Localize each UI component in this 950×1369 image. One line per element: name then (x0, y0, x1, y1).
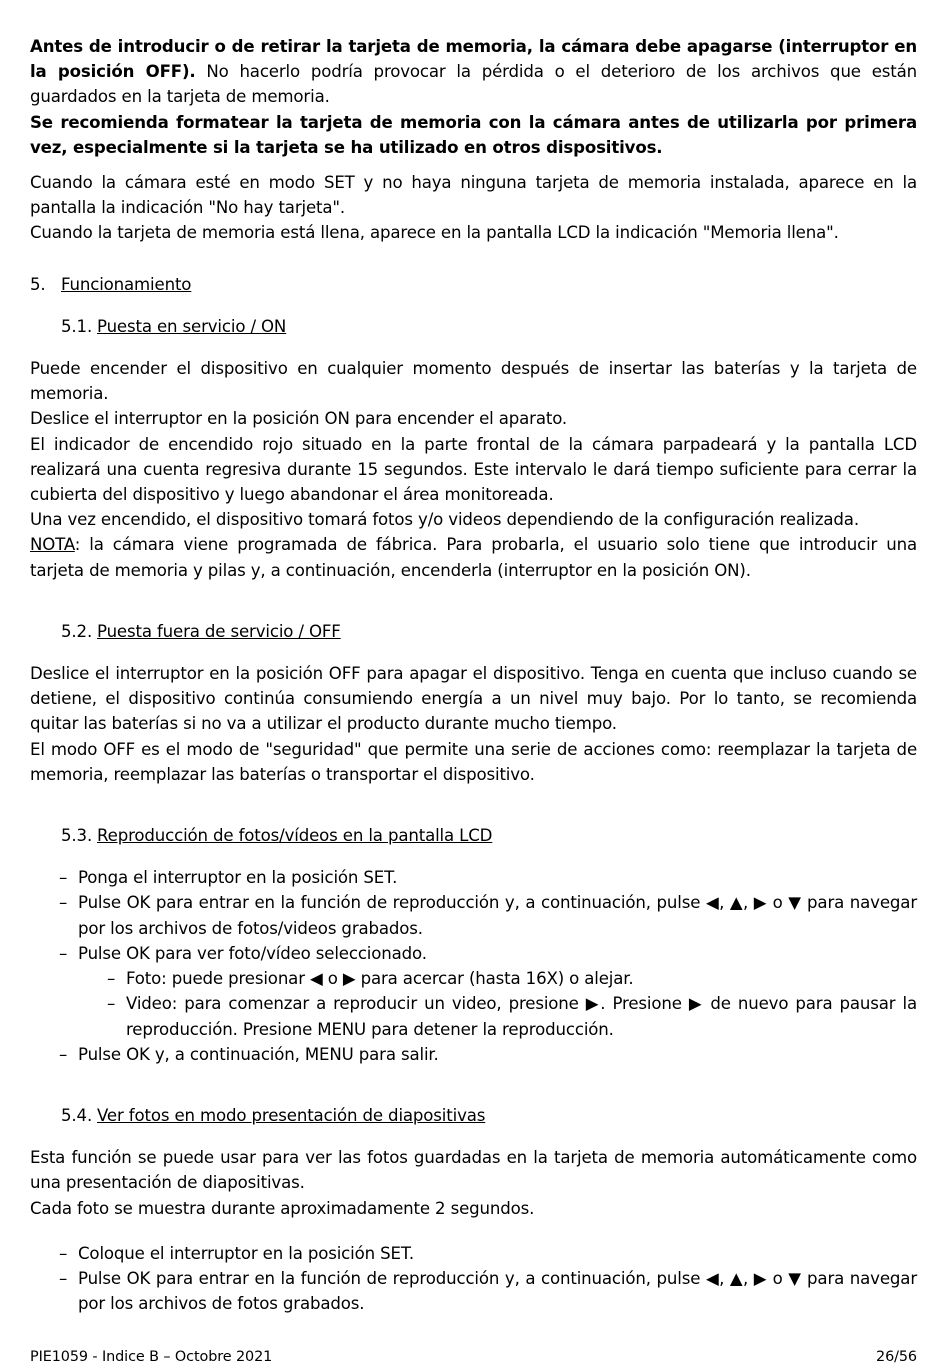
section-5-3-number: 5.3. (61, 826, 93, 846)
s51-paragraph-3: El indicador de encendido rojo situado en la parte frontal de la cámara parpadeará y la pantalla LCD realizará una cuenta regresiva durante 15 segundos. Este intervalo le dará tiempo suficiente para cerrar la cubierta del dispositivo y luego abandonar el área monitoreada. (30, 434, 917, 505)
list-item: – Pulse OK para entrar en la función de reproducción y, a continuación, pulse ◀, ▲, ▶ o ▼ para navegar por los archivos de fotos grabados. (30, 1266, 917, 1316)
footer-document-reference: PIE1059 - Indice B – Octobre 2021 (30, 1349, 273, 1365)
section-5-3-title: Reproducción de fotos/vídeos en la pantalla LCD (97, 826, 493, 846)
page-body (30, 34, 917, 1316)
list-item: – Ponga el interruptor en la posición SET. (30, 865, 917, 890)
s54-steps-list (30, 1241, 917, 1317)
s52-paragraph-2: El modo OFF es el modo de "seguridad" que permite una serie de acciones como: reemplazar la tarjeta de memoria, reemplazar las baterías o transportar el dispositivo. (30, 739, 917, 784)
s54-paragraph-2: Cada foto se muestra durante aproximadamente 2 segundos. (30, 1198, 535, 1218)
intro-warning-rest: No hacerlo podría provocar la pérdida o el deterioro de los archivos que están guardados en la tarjeta de memoria. (30, 62, 917, 107)
section-5-2-title: Puesta fuera de servicio / OFF (97, 621, 341, 641)
s51-paragraph-4: Una vez encendido, el dispositivo tomará fotos y/o videos dependiendo de la configuración realizada. (30, 510, 859, 530)
footer-page-number: 26/56 (876, 1349, 917, 1365)
intro-paragraph-1 (30, 34, 917, 110)
section-5-1-heading (30, 314, 917, 339)
note-label: NOTA (30, 535, 75, 555)
section-5-2-number: 5.2. (61, 621, 93, 641)
intro-format-recommendation: Se recomienda formatear la tarjeta de memoria con la cámara antes de utilizarla por primera vez, especialmente si la tarjeta se ha utilizado en otros dispositivos. (30, 112, 917, 157)
note-text: : la cámara viene programada de fábrica. Para probarla, el usuario solo tiene que introducir una tarjeta de memoria y pilas y, a continuación, encenderla (interruptor en la posición ON). (30, 535, 917, 580)
section-5-3-heading (30, 823, 917, 848)
list-item: – Pulse OK y, a continuación, MENU para salir. (30, 1042, 917, 1067)
section-5-4-number: 5.4. (61, 1105, 93, 1125)
intro-warning-bold: Antes de introducir o de retirar la tarjeta de memoria, la cámara debe apagarse (interruptor en la posición OFF). (30, 37, 917, 82)
section-5-2-heading (30, 619, 917, 644)
section-5-number: 5. (30, 274, 46, 294)
list-subitem: – Video: para comenzar a reproducir un video, presione ▶. Presione ▶ de nuevo para pausar la reproducción. Presione MENU para detener la reproducción. (30, 991, 917, 1041)
s54-paragraph-1: Esta función se puede usar para ver las fotos guardadas en la tarjeta de memoria automáticamente como una presentación de diapositivas. (30, 1148, 917, 1193)
intro-memory-full-message: Cuando la tarjeta de memoria está llena, aparece en la pantalla LCD la indicación "Memoria llena". (30, 223, 839, 243)
s51-note (30, 532, 917, 582)
section-5-1-number: 5.1. (61, 316, 93, 336)
section-5-heading (30, 272, 917, 297)
section-5-title: Funcionamiento (61, 274, 192, 294)
section-5-4-title: Ver fotos en modo presentación de diapositivas (97, 1105, 486, 1125)
list-item: – Pulse OK para entrar en la función de reproducción y, a continuación, pulse ◀, ▲, ▶ o ▼ para navegar por los archivos de fotos/videos grabados. (30, 890, 917, 940)
s51-paragraph-1: Puede encender el dispositivo en cualquier momento después de insertar las baterías y la tarjeta de memoria. (30, 359, 917, 404)
s52-paragraph-1: Deslice el interruptor en la posición OFF para apagar el dispositivo. Tenga en cuenta que incluso cuando se detiene, el dispositivo continúa consumiendo energía a un nivel muy bajo. Por lo tanto, se recomienda quitar las baterías si no va a utilizar el producto durante mucho tiempo. (30, 664, 917, 734)
section-5-4-heading (30, 1103, 917, 1128)
list-item: – Coloque el interruptor en la posición SET. (30, 1241, 917, 1266)
section-5-1-title: Puesta en servicio / ON (97, 316, 287, 336)
page-footer (30, 1348, 917, 1366)
list-subitem: – Foto: puede presionar ◀ o ▶ para acercar (hasta 16X) o alejar. (30, 966, 917, 991)
intro-no-card-message: Cuando la cámara esté en modo SET y no haya ninguna tarjeta de memoria instalada, aparece en la pantalla la indicación "No hay tarjeta". (30, 173, 917, 218)
s51-paragraph-2: Deslice el interruptor en la posición ON para encender el aparato. (30, 409, 568, 429)
s53-steps-list (30, 865, 917, 1067)
list-item: – Pulse OK para ver foto/vídeo seleccionado. (30, 941, 917, 966)
